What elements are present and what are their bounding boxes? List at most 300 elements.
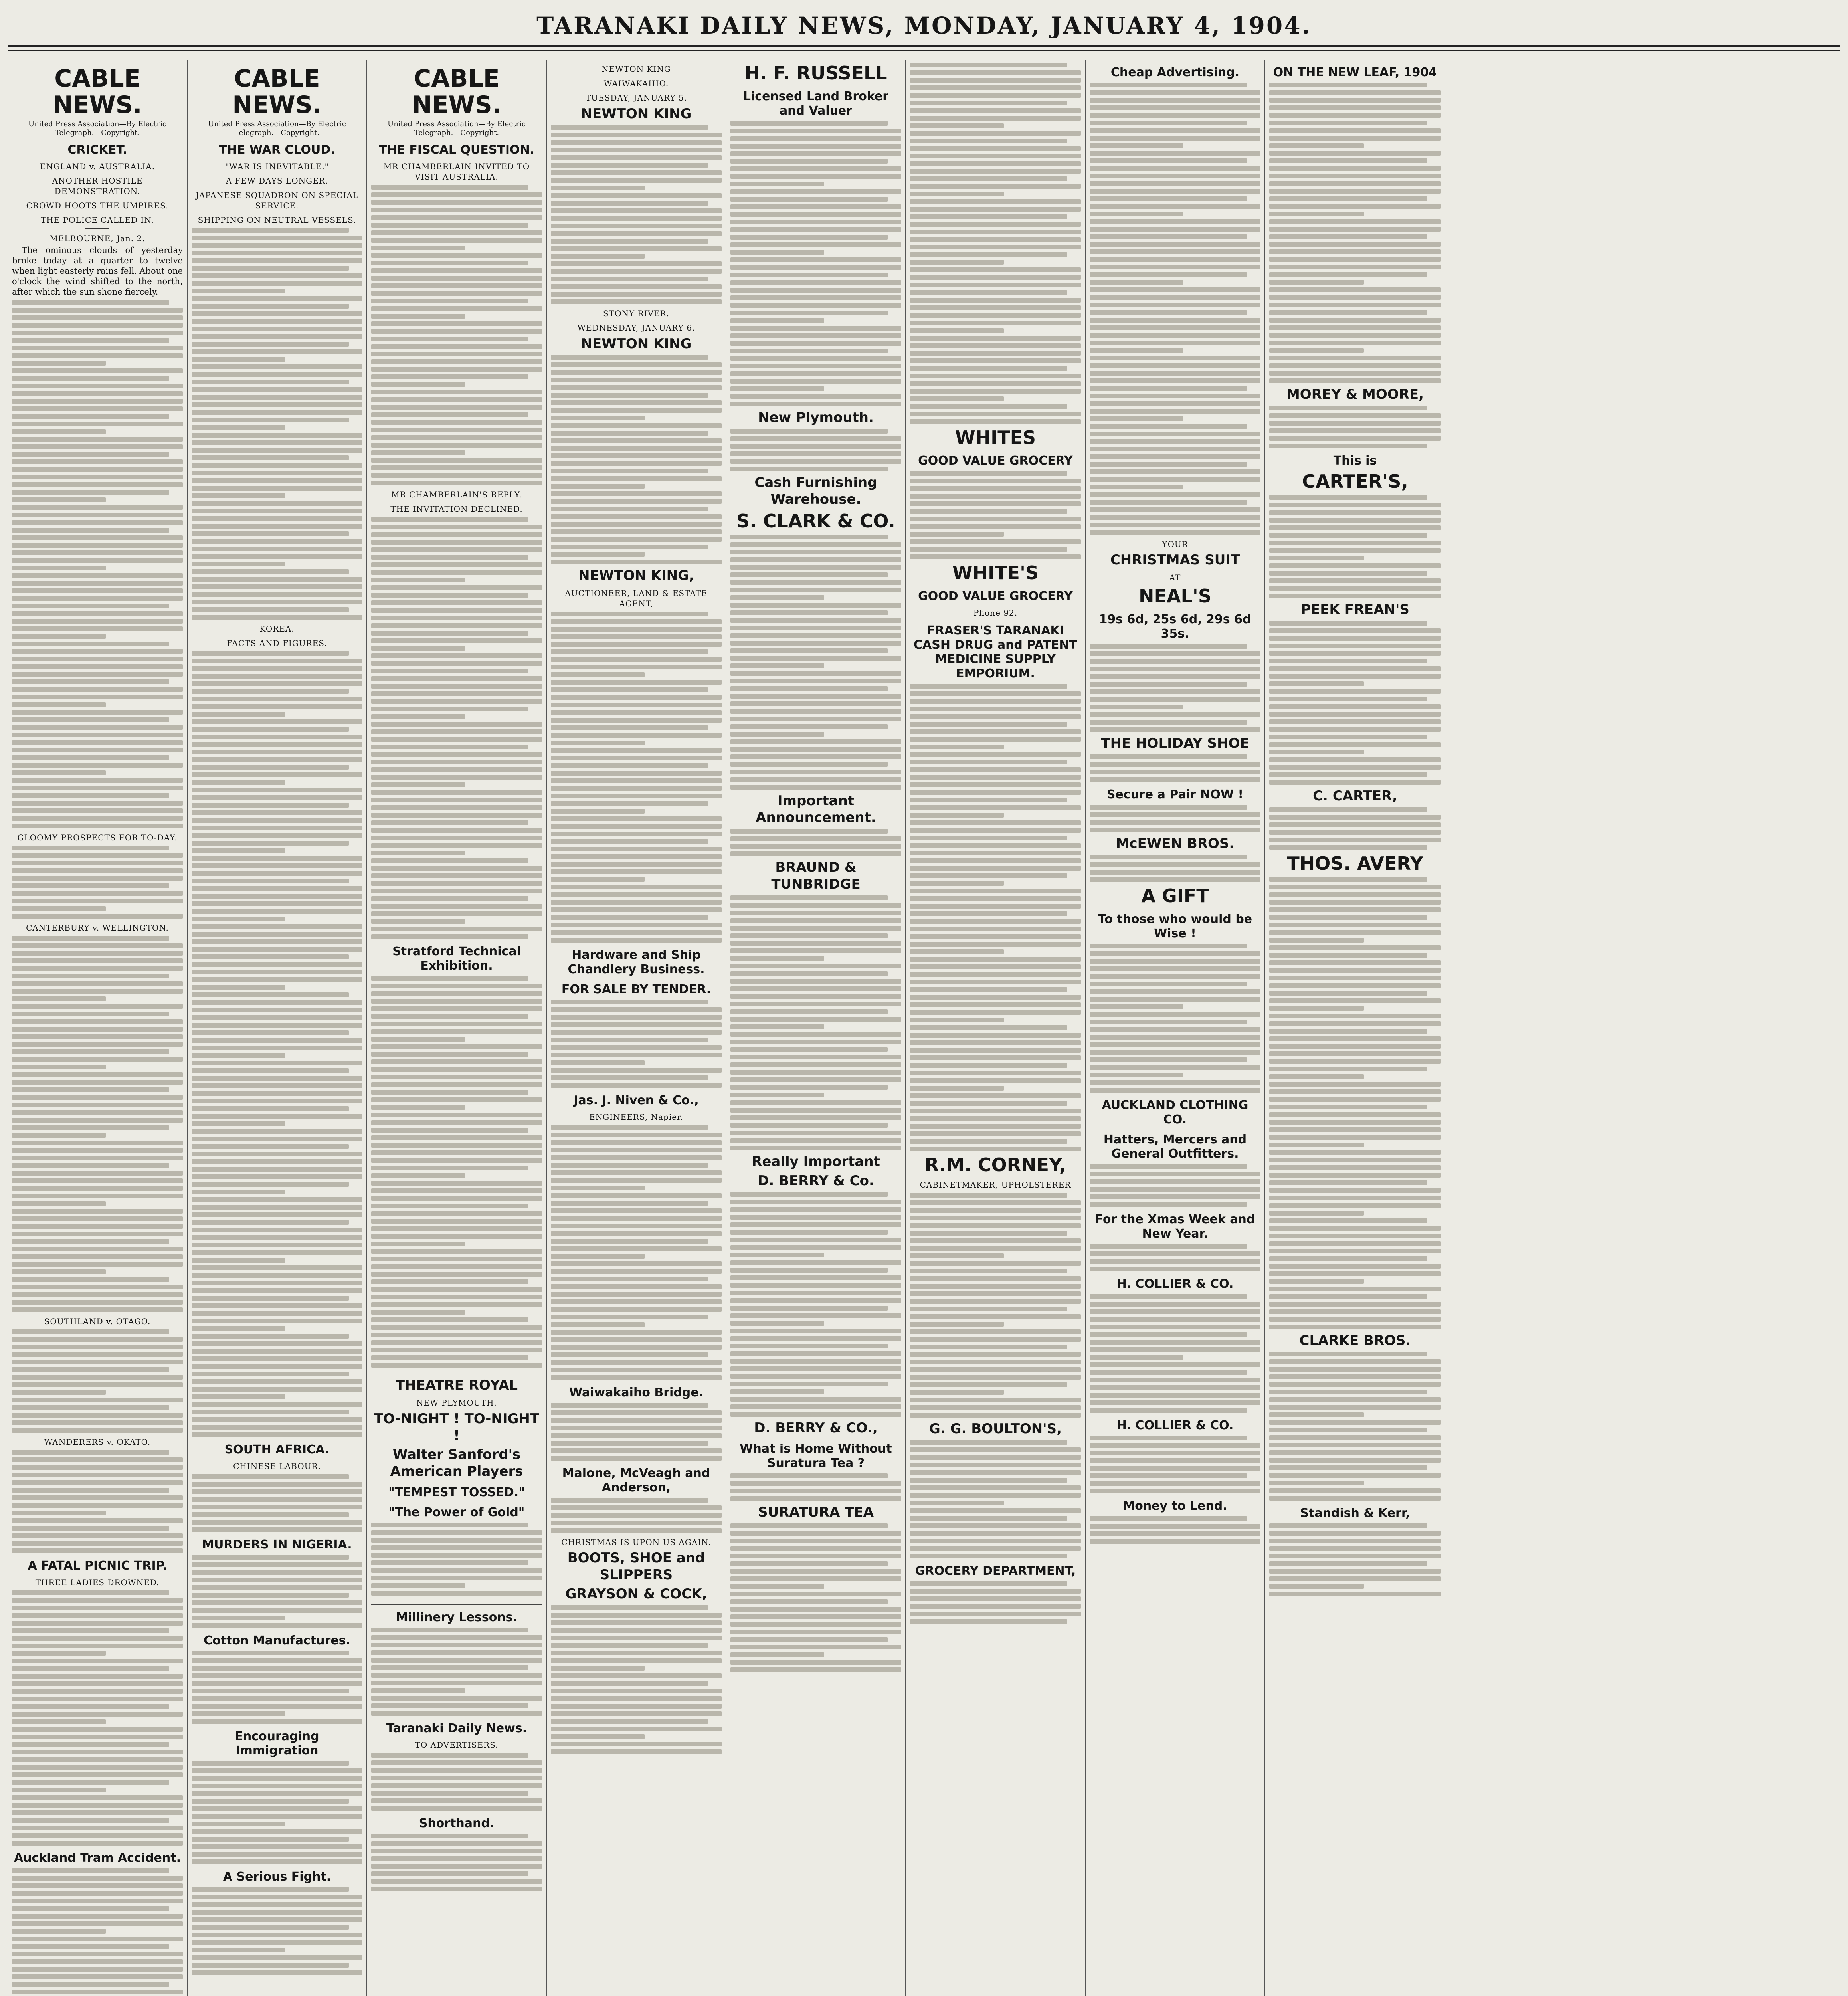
text-line [12,1457,183,1462]
text-line [910,1554,1067,1558]
text-line [910,1131,1081,1136]
text-line [730,663,824,668]
text-line [551,400,722,405]
text-line [910,911,1067,916]
text-line [910,1539,1081,1543]
text-line [192,1608,362,1613]
text-line [551,1337,722,1342]
text-line [12,958,183,963]
article-body [192,1474,362,1532]
text-line [551,672,645,677]
text-line [371,593,528,598]
text-line [1269,518,1441,523]
text-line [1269,1420,1441,1425]
text-line [1090,1443,1260,1448]
text-line [192,954,349,959]
ad-heading: 19s 6d, 25s 6d, 29s 6d 35s. [1099,612,1251,641]
text-line [12,883,169,888]
text-line [551,1155,722,1160]
article-body [371,185,542,485]
text-line [192,757,362,762]
text-line [12,755,169,760]
ad-heading: D. BERRY & Co. [758,1173,874,1189]
text-line [1090,318,1260,323]
text-line [371,767,542,772]
text-line [551,148,722,152]
text-line [730,595,824,600]
text-line [1090,855,1247,859]
text-line [1090,447,1260,451]
text-line [910,305,1081,310]
text-line [371,261,528,265]
text-line [551,1201,708,1206]
text-line [551,438,722,443]
text-line [1269,885,1441,889]
text-line [1269,371,1441,376]
text-line [12,1990,183,1994]
text-line [371,547,542,552]
text-line [551,649,708,654]
text-line [12,1034,183,1039]
text-line [730,1576,901,1581]
text-line [1269,1473,1441,1478]
text-line [1090,341,1260,345]
article-body [12,1329,183,1433]
text-line [192,1076,362,1081]
text-line [12,778,183,783]
text-line [1269,196,1427,201]
text-line [371,1864,542,1869]
text-line [730,151,901,156]
text-line [1269,128,1441,133]
text-line [371,412,528,417]
text-line [730,1592,901,1596]
text-line [730,1397,901,1402]
text-line [371,1806,542,1811]
text-line [12,1833,183,1838]
text-line [1090,90,1260,95]
column-heading: CABLE NEWS. [232,65,322,119]
text-line [192,289,285,293]
text-line [1269,436,1441,441]
text-line [192,1083,362,1088]
text-line [371,1791,528,1796]
text-line [371,1591,542,1596]
text-line [12,1178,183,1183]
text-line [1090,966,1260,971]
text-line [1090,1259,1260,1264]
ad-body [551,1125,722,1380]
text-line [12,1072,183,1077]
text-line [910,684,1067,689]
text-line [1090,712,1260,717]
text-line [12,672,183,677]
text-line [371,1658,542,1663]
text-line [730,280,901,285]
text-line [1269,735,1427,739]
ad-subheading: Licensed Land Broker and Valuer [743,89,889,118]
text-line [371,616,542,620]
auction-place: STONY RIVER. [603,309,669,318]
text-line [1269,495,1427,500]
text-line [910,1337,1081,1342]
text-line [910,729,1081,734]
text-line [192,1159,362,1164]
text-line [1090,1050,1260,1055]
text-line [1269,780,1441,785]
text-line [910,1508,1081,1513]
text-line [12,899,183,903]
text-line [192,917,285,921]
text-line [1090,386,1247,391]
text-line [192,977,362,982]
text-line [910,1516,1067,1521]
text-line [730,129,901,133]
text-line [12,1841,183,1846]
text-line [551,1068,722,1073]
text-line [730,1123,888,1128]
text-line [12,1012,169,1016]
text-line [371,836,542,840]
text-line [12,437,183,442]
text-line [12,1899,183,1903]
text-line [551,491,722,496]
text-line [910,343,1081,348]
text-line [910,1405,1081,1410]
text-line [192,719,362,724]
text-line [910,184,1081,189]
text-line [371,775,542,780]
ad-heading: NEAL'S [1138,585,1212,607]
column-4 [547,60,726,1996]
text-line [730,1260,901,1265]
text-line [730,1230,888,1235]
text-line [371,562,542,567]
ad-subheading: AT [1169,573,1181,582]
ad-subheading: GOOD VALUE GROCERY [918,454,1073,468]
text-line [730,1489,901,1493]
text-line [1090,682,1247,687]
text-line [371,481,542,485]
text-line [910,471,1067,476]
article-heading: Cotton Manufactures. [204,1634,350,1647]
ad-body [1090,805,1260,832]
text-line [192,592,362,597]
text-line [371,1628,528,1632]
text-line [371,1279,528,1284]
text-line [192,1505,362,1509]
text-line [910,547,1067,552]
text-line [910,775,1081,780]
subheading: SHIPPING ON NEUTRAL VESSELS. [198,215,356,225]
text-line [910,1124,1081,1129]
text-line [12,1019,183,1024]
text-line [1269,1044,1441,1049]
text-line [12,1548,183,1553]
text-line [192,1061,362,1065]
text-line [192,1895,362,1899]
text-line [1269,628,1441,633]
ad-heading: THE HOLIDAY SHOE [1101,735,1249,751]
text-line [371,1211,542,1216]
text-line [371,374,528,379]
text-line [192,1425,362,1430]
subheading: A FEW DAYS LONGER. [226,176,328,186]
text-line [12,1503,183,1508]
ad-heading: CHRISTMAS SUIT [1110,552,1240,568]
text-line [192,410,362,415]
text-line [730,1222,901,1227]
text-line [1269,503,1441,507]
text-line [551,1734,645,1739]
article-heading: SOUTH AFRICA. [224,1443,330,1457]
text-line [551,1375,722,1380]
text-line [192,1970,362,1975]
ad-heading: BOOTS, SHOE and SLIPPERS [567,1550,705,1583]
text-line [371,684,542,689]
text-line [1269,444,1427,448]
text-line [910,805,1081,810]
text-line [192,349,362,354]
text-line [551,224,722,228]
text-line [12,1413,183,1418]
article-lead: The ominous clouds of yesterday broke today at a quarter to twelve when light easterly rains fell. About one o'clock the wind shifted to the north, after which the sun shone fiercely. [12,246,183,297]
text-line [551,446,722,451]
article-body [192,228,362,620]
text-line [1269,318,1441,323]
text-line [371,1568,542,1573]
text-line [192,1497,362,1502]
text-line [730,242,901,247]
text-line [730,371,901,376]
text-line [1269,930,1441,935]
text-line [1269,983,1441,988]
text-line [730,610,888,615]
text-line [12,1398,183,1402]
text-line [12,1087,169,1092]
text-line [1269,265,1441,269]
text-line [730,379,901,384]
text-line [551,1613,722,1618]
text-line [730,189,901,194]
text-line [551,801,708,806]
text-line [12,702,106,707]
text-line [371,927,542,931]
text-line [551,1045,722,1050]
text-line [1090,1035,1260,1040]
text-line [371,889,542,893]
text-line [1090,1332,1247,1337]
text-line [192,818,362,823]
text-line [551,284,722,289]
text-line [371,1317,528,1322]
ad-heading: Millinery Lessons. [396,1610,517,1624]
text-line [910,222,1081,227]
ad-heading: Waiwakaiho Bridge. [569,1386,704,1400]
text-line [551,1224,722,1228]
text-line [551,862,722,867]
text-line [730,1207,901,1212]
text-line [192,659,362,663]
text-line [1269,877,1427,882]
text-line [192,689,349,694]
text-line [192,236,362,240]
text-line [910,866,1081,871]
text-line [551,231,722,236]
ad-heading: WHITES [955,427,1036,448]
text-line [551,522,722,527]
ad-body [730,1523,901,1672]
text-line [1269,1294,1427,1299]
text-line [1269,242,1441,247]
text-line [730,1473,888,1478]
ad-body [730,895,901,1150]
ad-heading: CARTER'S, [1302,471,1408,492]
text-line [551,461,722,466]
text-line [1269,651,1441,656]
text-line [192,1555,349,1560]
text-line [1090,1267,1260,1271]
text-line [1269,378,1441,383]
text-line [192,584,362,589]
text-line [551,1246,722,1251]
text-line [12,611,183,616]
text-line [1090,862,1260,867]
text-line [551,1689,722,1693]
text-line [1269,938,1364,943]
text-line [192,402,362,407]
text-line [192,463,362,468]
text-line [1090,812,1260,817]
text-line [371,1553,542,1558]
text-line [12,459,183,464]
text-line [551,748,722,753]
text-line [730,1359,901,1364]
column-1 [8,60,188,1996]
text-line [1269,1150,1441,1155]
text-line [730,1313,901,1318]
text-line [192,509,362,513]
text-line [1090,1400,1260,1405]
text-line [730,1481,901,1486]
text-line [910,722,1067,727]
text-line [12,951,183,956]
text-line [12,1042,183,1047]
text-line [551,239,708,244]
text-line [192,1015,362,1020]
ad-body [910,1440,1081,1558]
text-line [1269,666,1441,671]
text-line [551,1075,708,1080]
text-line [192,1474,349,1479]
text-line [730,166,901,171]
text-line [192,1829,362,1834]
text-line [730,557,901,562]
text-line [551,900,722,905]
text-line [1090,196,1247,201]
text-line [910,1238,1081,1243]
text-line [192,1719,362,1724]
ad-heading: This is [1333,454,1377,468]
text-line [1090,105,1260,110]
text-line [371,1166,528,1170]
text-line [12,505,183,510]
text-line [1090,674,1260,679]
ad-heading: What is Home Without Suratura Tea ? [740,1442,892,1470]
text-line [12,1788,106,1792]
text-line [12,1697,183,1701]
text-line [551,1742,722,1746]
text-line [1269,105,1441,110]
text-line [192,1776,362,1781]
text-line [551,261,722,266]
text-line [730,1382,888,1386]
text-line [12,1360,183,1364]
text-line [12,1681,183,1686]
text-line [371,450,465,455]
text-line [12,1239,169,1244]
text-line [12,1254,183,1259]
text-line [730,436,901,441]
text-line [371,919,465,924]
ad-heading: Really Important [752,1154,880,1170]
ad-body [910,1581,1081,1624]
text-line [192,1212,362,1217]
text-line [1090,234,1247,239]
text-line [1269,1173,1441,1178]
text-line [1090,720,1247,725]
text-line [730,212,901,217]
text-line [371,208,542,212]
text-line [1090,492,1260,497]
ad-body [1090,1516,1260,1544]
subheading: SOUTHLAND v. OTAGO. [44,1317,151,1326]
text-line [730,701,901,706]
text-line [1090,1408,1247,1413]
text-line [371,729,542,734]
text-line [12,695,183,699]
text-line [730,732,824,737]
text-line [730,1138,901,1143]
text-line [730,694,901,699]
text-line [1269,1412,1364,1417]
text-line [1090,1516,1247,1521]
text-line [1090,1294,1247,1299]
text-line [551,1208,722,1213]
text-line [192,886,362,891]
text-line [730,941,901,946]
text-line [192,1814,362,1819]
text-line [12,1473,183,1477]
text-line [551,1673,722,1678]
text-line [1269,923,1441,927]
text-line [551,1418,722,1423]
text-line [12,1292,183,1297]
text-line [371,1150,542,1155]
text-line [192,1167,362,1172]
text-line [1090,667,1260,671]
text-line [1090,1020,1247,1024]
ad-heading: Standish & Kerr, [1300,1506,1410,1520]
text-line [192,879,349,883]
text-line [1269,1390,1427,1394]
text-line [192,674,362,679]
text-line [730,633,901,638]
text-line [192,1784,362,1788]
text-line [910,836,1067,840]
text-line [192,1205,362,1210]
text-line [1269,158,1427,163]
